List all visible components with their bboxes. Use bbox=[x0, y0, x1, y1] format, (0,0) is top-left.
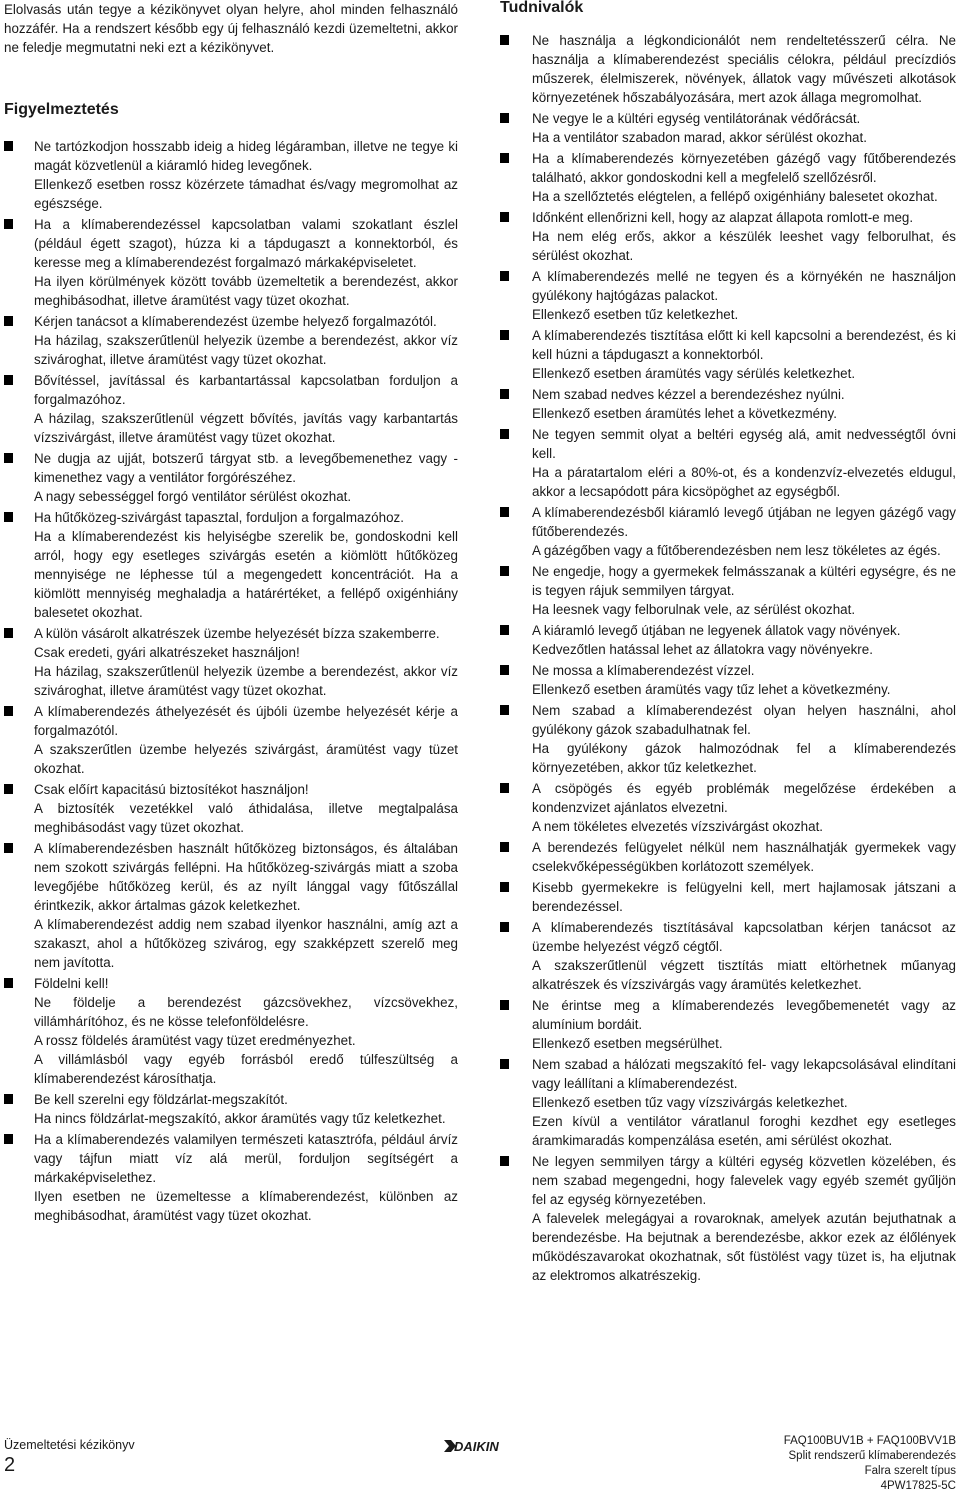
bullet-square-icon bbox=[500, 882, 509, 892]
warning-item bbox=[4, 780, 458, 837]
item-text: Csak előírt kapacitású biztosítékot használjon! bbox=[34, 782, 309, 797]
model-info bbox=[784, 1434, 956, 1494]
item-text: A szakszerűtlenül végzett tisztítás miatt eltörhetnek műanyag alkatrészek és vízszivárgás vagy áramütés keletkezhet. bbox=[532, 958, 956, 992]
page-footer bbox=[0, 1430, 960, 1492]
item-text: A villámlásból vagy egyéb forrásból eredő túlfeszültség a klímaberendezést károsíthatja. bbox=[34, 1052, 458, 1086]
bullet-square-icon bbox=[500, 705, 509, 715]
note-item bbox=[500, 425, 956, 501]
item-text: Ha nincs földzárlat-megszakító, akkor áramütés vagy tűz keletkezhet. bbox=[34, 1111, 446, 1126]
item-text: Ellenkező esetben megsérülhet. bbox=[532, 1036, 723, 1051]
item-text: Ha házilag, szakszerűtlenül helyezik üzembe a berendezést, akkor víz szivároghat, illetve áramütést vagy tüzet okozhat. bbox=[34, 333, 458, 367]
item-text: Ne érintse meg a klímaberendezés levegőbemenetét vagy az alumínium bordáit. bbox=[532, 998, 956, 1032]
bullet-square-icon bbox=[4, 141, 13, 151]
item-text: A házilag, szakszerűtlenül végzett bővítés, javítás vagy karbantartás vízszivárgást, illetve áramütést vagy tüzet okozhat. bbox=[34, 411, 458, 445]
item-text: Ezen kívül a ventilátor váratlanul foroghi kezdhet egy esetleges áramkimaradás kompenzálása esetén, ami sérülést okozhat. bbox=[532, 1114, 956, 1148]
item-text: Be kell szerelni egy földzárlat-megszakítót. bbox=[34, 1092, 288, 1107]
note-item bbox=[500, 838, 956, 876]
item-text: Ellenkező esetben áramütés vagy sérülés keletkezhet. bbox=[532, 366, 856, 381]
bullet-square-icon bbox=[4, 843, 13, 853]
warning-list bbox=[4, 137, 458, 1225]
product-type: Split rendszerű klímaberendezés bbox=[788, 1450, 956, 1462]
manual-name: Üzemeltetési kézikönyv bbox=[4, 1438, 135, 1452]
mount-type: Falra szerelt típus bbox=[864, 1465, 956, 1477]
bullet-square-icon bbox=[500, 507, 509, 517]
item-text: Ne mossa a klímaberendezést vízzel. bbox=[532, 663, 755, 678]
bullet-square-icon bbox=[500, 113, 509, 123]
warning-item bbox=[4, 624, 458, 700]
item-text: A rossz földelés áramütést vagy tüzet eredményezhet. bbox=[34, 1033, 356, 1048]
item-text: A klímaberendezés tisztítása előtt ki kell kapcsolni a berendezést, és ki kell húzni a tápdugaszt a konnektorból. bbox=[532, 328, 956, 362]
bullet-square-icon bbox=[500, 922, 509, 932]
bullet-square-icon bbox=[500, 35, 509, 45]
item-text: Ne dugja az ujját, botszerű tárgyat stb. a levegőbemenethez vagy -kimenethez vagy a ventilátor forgórészéhez. bbox=[34, 451, 458, 485]
item-text: Ha ilyen körülmények között tovább üzemeltetik a berendezést, akkor meghibásodhat, illetve áramütést vagy tüzet okozhat. bbox=[34, 274, 458, 308]
bullet-square-icon bbox=[4, 512, 13, 522]
bullet-square-icon bbox=[500, 389, 509, 399]
item-text: Nem szabad a klímaberendezést olyan helyen használni, ahol gyúlékony gázok szabadulhatnak fel. bbox=[532, 703, 956, 737]
item-text: Ha a klímaberendezés környezetében gázégő vagy fűtőberendezés található, akkor gondoskodni kell a megfelelő szellőzésről. bbox=[532, 151, 956, 185]
item-text: Ha hűtőközeg-szivárgást tapasztal, forduljon a forgalmazóhoz. bbox=[34, 510, 404, 525]
bullet-square-icon bbox=[4, 784, 13, 794]
item-text: Ellenkező esetben áramütés lehet a következmény. bbox=[532, 406, 837, 421]
bullet-square-icon bbox=[4, 978, 13, 988]
item-text: A biztosíték vezetékkel való áthidalása, illetve megtalpalása meghibásodást vagy tüzet okozhat. bbox=[34, 801, 458, 835]
page-number: 2 bbox=[4, 1454, 16, 1476]
note-item bbox=[500, 267, 956, 324]
note-item bbox=[500, 1152, 956, 1285]
warning-item bbox=[4, 137, 458, 213]
item-text: Ha a klímaberendezést kis helyiségbe szerelik be, gondoskodni kell arról, hogy egy esetleges szivárgás esetén a kiömlött hűtőközeg mennyisége ne léphesse túl a megengedett koncentrációt. Ha a kiömlött mennyiség meghaladja a határértéket, a fellépő oxigénhiány balesetet okozhat. bbox=[34, 529, 458, 620]
warning-item bbox=[4, 1090, 458, 1128]
item-text: Bővítéssel, javítással és karbantartással kapcsolatban forduljon a forgalmazóhoz. bbox=[34, 373, 458, 407]
item-text: Ha leesnek vagy felborulnak vele, az sérülést okozhat. bbox=[532, 602, 856, 617]
item-text: Ne használja a légkondicionálót nem rendeltetésszerű célra. Ne használja a klímaberendezést speciális célokra, például precízdiós műszerek, élelmiszerek, növények, állatok vagy művészeti alkotások környezetének hőszabályozására, mert azok állaga megromolhat. bbox=[532, 33, 956, 105]
item-text: A klímaberendezés tisztításával kapcsolatban kérjen tanácsot az üzembe helyezést végző cégtől. bbox=[532, 920, 956, 954]
note-item bbox=[500, 31, 956, 107]
warning-item bbox=[4, 1130, 458, 1225]
daikin-logo bbox=[444, 1436, 524, 1456]
note-item bbox=[500, 661, 956, 699]
note-item bbox=[500, 878, 956, 916]
item-text: A nagy sebességgel forgó ventilátor sérülést okozhat. bbox=[34, 489, 352, 504]
right-column bbox=[500, 0, 956, 1287]
bullet-square-icon bbox=[500, 330, 509, 340]
item-text: Időnként ellenőrizni kell, hogy az alapzat állapota romlott-e meg. bbox=[532, 210, 914, 225]
note-item bbox=[500, 918, 956, 994]
item-text: A klímaberendezés áthelyezését és újbóli üzembe helyezését kérje a forgalmazótól. bbox=[34, 704, 458, 738]
item-text: Ne tartózkodjon hosszabb ideig a hideg légáramban, illetve ne tegye ki magát közvetlenül a kiáramló hideg levegőnek. bbox=[34, 139, 458, 173]
item-text: Ha a ventilátor szabadon marad, akkor sérülést okozhat. bbox=[532, 130, 867, 145]
note-item bbox=[500, 562, 956, 619]
bullet-square-icon bbox=[500, 625, 509, 635]
item-text: Ellenkező esetben áramütés vagy tűz lehet a következmény. bbox=[532, 682, 891, 697]
item-text: Ha nem elég erős, akkor a készülék leeshet vagy felborulhat, és sérülést okozhat. bbox=[532, 229, 956, 263]
note-item bbox=[500, 109, 956, 147]
item-text: Kérjen tanácsot a klímaberendezést üzembe helyező forgalmazótól. bbox=[34, 314, 437, 329]
note-item bbox=[500, 208, 956, 265]
left-column bbox=[4, 0, 458, 1227]
warning-item bbox=[4, 974, 458, 1088]
item-text: Ne legyen semmilyen tárgy a kültéri egység közvetlen közelében, és nem szabad megengedni, hogy falevelek vagy egyéb szemét gyűljön fel az egység környezetében. bbox=[532, 1154, 956, 1207]
bullet-square-icon bbox=[500, 212, 509, 222]
item-text: Ne engedje, hogy a gyermekek felmásszanak a kültéri egységre, és ne is tegyen rájuk semmilyen tárgyat. bbox=[532, 564, 956, 598]
note-item bbox=[500, 621, 956, 659]
item-text: A kiáramló levegő útjában ne legyenek állatok vagy növények. bbox=[532, 623, 901, 638]
bullet-square-icon bbox=[500, 153, 509, 163]
bullet-square-icon bbox=[4, 453, 13, 463]
bullet-square-icon bbox=[500, 271, 509, 281]
bullet-square-icon bbox=[500, 1059, 509, 1069]
bullet-square-icon bbox=[500, 429, 509, 439]
item-text: Nem szabad a hálózati megszakító fel- vagy lekapcsolásával elindítani vagy leállítani a klímaberendezést. bbox=[532, 1057, 956, 1091]
bullet-square-icon bbox=[4, 375, 13, 385]
item-text: Ha a páratartalom eléri a 80%-ot, és a kondenzvíz-elvezetés eldugul, akkor a lecsapódott pára kicsöpöghet az egységből. bbox=[532, 465, 956, 499]
bullet-square-icon bbox=[4, 316, 13, 326]
notes-heading: Tudnivalók bbox=[500, 0, 584, 16]
item-text: Földelni kell! bbox=[34, 976, 109, 991]
notes-list bbox=[500, 31, 956, 1285]
item-text: A berendezés felügyelet nélkül nem használhatják gyermekek vagy cselekvőképességükben korlátozott személyek. bbox=[532, 840, 956, 874]
item-text: A falevelek melegágyai a rovaroknak, amelyek azután bejuthatnak a berendezésbe. Ha bejutnak a berendezésbe, akkor ezek az élőlények működészavarokat okozhatnak, sőt füstölést vagy tüzet is, ha eljutnak az elektromos alkatrészekig. bbox=[532, 1211, 956, 1283]
item-text: Kedvezőtlen hatással lehet az állatokra vagy növényekre. bbox=[532, 642, 873, 657]
note-item bbox=[500, 503, 956, 560]
item-text: Ilyen esetben ne üzemeltesse a klímaberendezést, különben az meghibásodhat, áramütést vagy tüzet okozhat. bbox=[34, 1189, 458, 1223]
item-text: Ne tegyen semmit olyat a beltéri egység alá, amit nedvességtől óvni kell. bbox=[532, 427, 956, 461]
item-text: Nem szabad nedves kézzel a berendezéshez nyúlni. bbox=[532, 387, 845, 402]
item-text: Ellenkező esetben tűz vagy vízszivárgás keletkezhet. bbox=[532, 1095, 848, 1110]
daikin-logo-mark bbox=[444, 1436, 524, 1456]
item-text: Ellenkező esetben tűz keletkezhet. bbox=[532, 307, 739, 322]
item-text: Ne földelje a berendezést gázcsövekhez, vízcsövekhez, villámhárítóhoz, és ne kösse telefonföldelésre. bbox=[34, 995, 458, 1029]
item-text: A szakszerűtlen üzembe helyezés szivárgást, áramütést vagy tüzet okozhat. bbox=[34, 742, 458, 776]
item-text: Ha házilag, szakszerűtlenül helyezik üzembe a berendezést, akkor víz szivároghat, illetve áramütést vagy tüzet okozhat. bbox=[34, 664, 458, 698]
warning-item bbox=[4, 702, 458, 778]
note-item bbox=[500, 1055, 956, 1150]
item-text: A külön vásárolt alkatrészek üzembe helyezését bízza szakemberre. bbox=[34, 626, 440, 641]
bullet-square-icon bbox=[4, 628, 13, 638]
item-text: Kisebb gyermekekre is felügyelni kell, mert hajlamosak játszani a berendezéssel. bbox=[532, 880, 956, 914]
item-text: Ha gyúlékony gázok halmozódnak fel a klímaberendezés környezetében, akkor tűz keletkezhet. bbox=[532, 741, 956, 775]
bullet-square-icon bbox=[500, 783, 509, 793]
item-text: A gázégőben vagy a fűtőberendezésben nem lesz tökéletes az égés. bbox=[532, 543, 941, 558]
warning-item bbox=[4, 215, 458, 310]
note-item bbox=[500, 996, 956, 1053]
item-text: A klímaberendezésben használt hűtőközeg biztonságos, és általában nem szokott szivárgás fellépni. Ha hűtőközeg-szivárgás miatt a szoba levegőjébe hűtőközeg kerül, és az nyílt lánggal vagy fűtőszállal érintkezik, akkor ártalmas gázok keletkezhet. bbox=[34, 841, 458, 913]
bullet-square-icon bbox=[4, 1094, 13, 1104]
warning-item bbox=[4, 312, 458, 369]
bullet-square-icon bbox=[500, 665, 509, 675]
bullet-square-icon bbox=[4, 1134, 13, 1144]
bullet-square-icon bbox=[4, 219, 13, 229]
intro-text: Elolvasás után tegye a kézikönyvet olyan helyre, ahol minden felhasználó hozzáfér. Ha a rendszert később egy új felhasználó kezdi üzemeltetni, akkor ne feledje megmutatni neki ezt a kézikönyvet. bbox=[4, 2, 458, 55]
item-text: A klímaberendezésből kiáramló levegő útjában ne legyen gázégő vagy fűtőberendezés. bbox=[532, 505, 956, 539]
model-number: FAQ100BUV1B + FAQ100BVV1B bbox=[783, 1435, 956, 1447]
note-item bbox=[500, 326, 956, 383]
item-text: Csak eredeti, gyári alkatrészeket használjon! bbox=[34, 645, 300, 660]
warning-item bbox=[4, 508, 458, 622]
document-code: 4PW17825-5C bbox=[880, 1480, 956, 1492]
item-text: A csöpögés és egyéb problémák megelőzése érdekében a kondenzvizet ajánlatos elvezetni. bbox=[532, 781, 956, 815]
brand-name: DAIKIN bbox=[454, 1439, 499, 1454]
item-text: A nem tökéletes elvezetés vízszivárgást okozhat. bbox=[532, 819, 824, 834]
warning-item bbox=[4, 449, 458, 506]
warning-item bbox=[4, 839, 458, 972]
note-item bbox=[500, 779, 956, 836]
item-text: Ha a klímaberendezéssel kapcsolatban valami szokatlant észlel (például égett szagot), húzza ki a tápdugaszt a konnektorból, és keresse meg a klímaberendezést forgalmazó márkaképviseletet. bbox=[34, 217, 458, 270]
item-text: Ellenkező esetben rossz közérzete támadhat és/vagy megromolhat az egészsége. bbox=[34, 177, 458, 211]
bullet-square-icon bbox=[500, 566, 509, 576]
warning-item bbox=[4, 371, 458, 447]
bullet-square-icon bbox=[500, 1000, 509, 1010]
note-item bbox=[500, 385, 956, 423]
item-text: A klímaberendezést addig nem szabad ilyenkor használni, amíg azt a szakaszt, ahol a hűtőközeg szivárog, egy szakképzett szerelő meg nem javította. bbox=[34, 917, 458, 970]
item-text: A klímaberendezés mellé ne tegyen és a környékén ne használjon gyúlékony hajtógázas palackot. bbox=[532, 269, 956, 303]
item-text: Ne vegye le a kültéri egység ventilátorának védőrácsát. bbox=[532, 111, 861, 126]
note-item bbox=[500, 149, 956, 206]
bullet-square-icon bbox=[4, 706, 13, 716]
item-text: Ha a klímaberendezés valamilyen természeti katasztrófa, például árvíz vagy tájfun miatt víz alá merül, forduljon segítségért a márkaképviselethez. bbox=[34, 1132, 458, 1185]
item-text: Ha a szellőztetés elégtelen, a fellépő oxigénhiány balesetet okozhat. bbox=[532, 189, 938, 204]
bullet-square-icon bbox=[500, 1156, 509, 1166]
note-item bbox=[500, 701, 956, 777]
warning-heading: Figyelmeztetés bbox=[4, 101, 119, 118]
bullet-square-icon bbox=[500, 842, 509, 852]
